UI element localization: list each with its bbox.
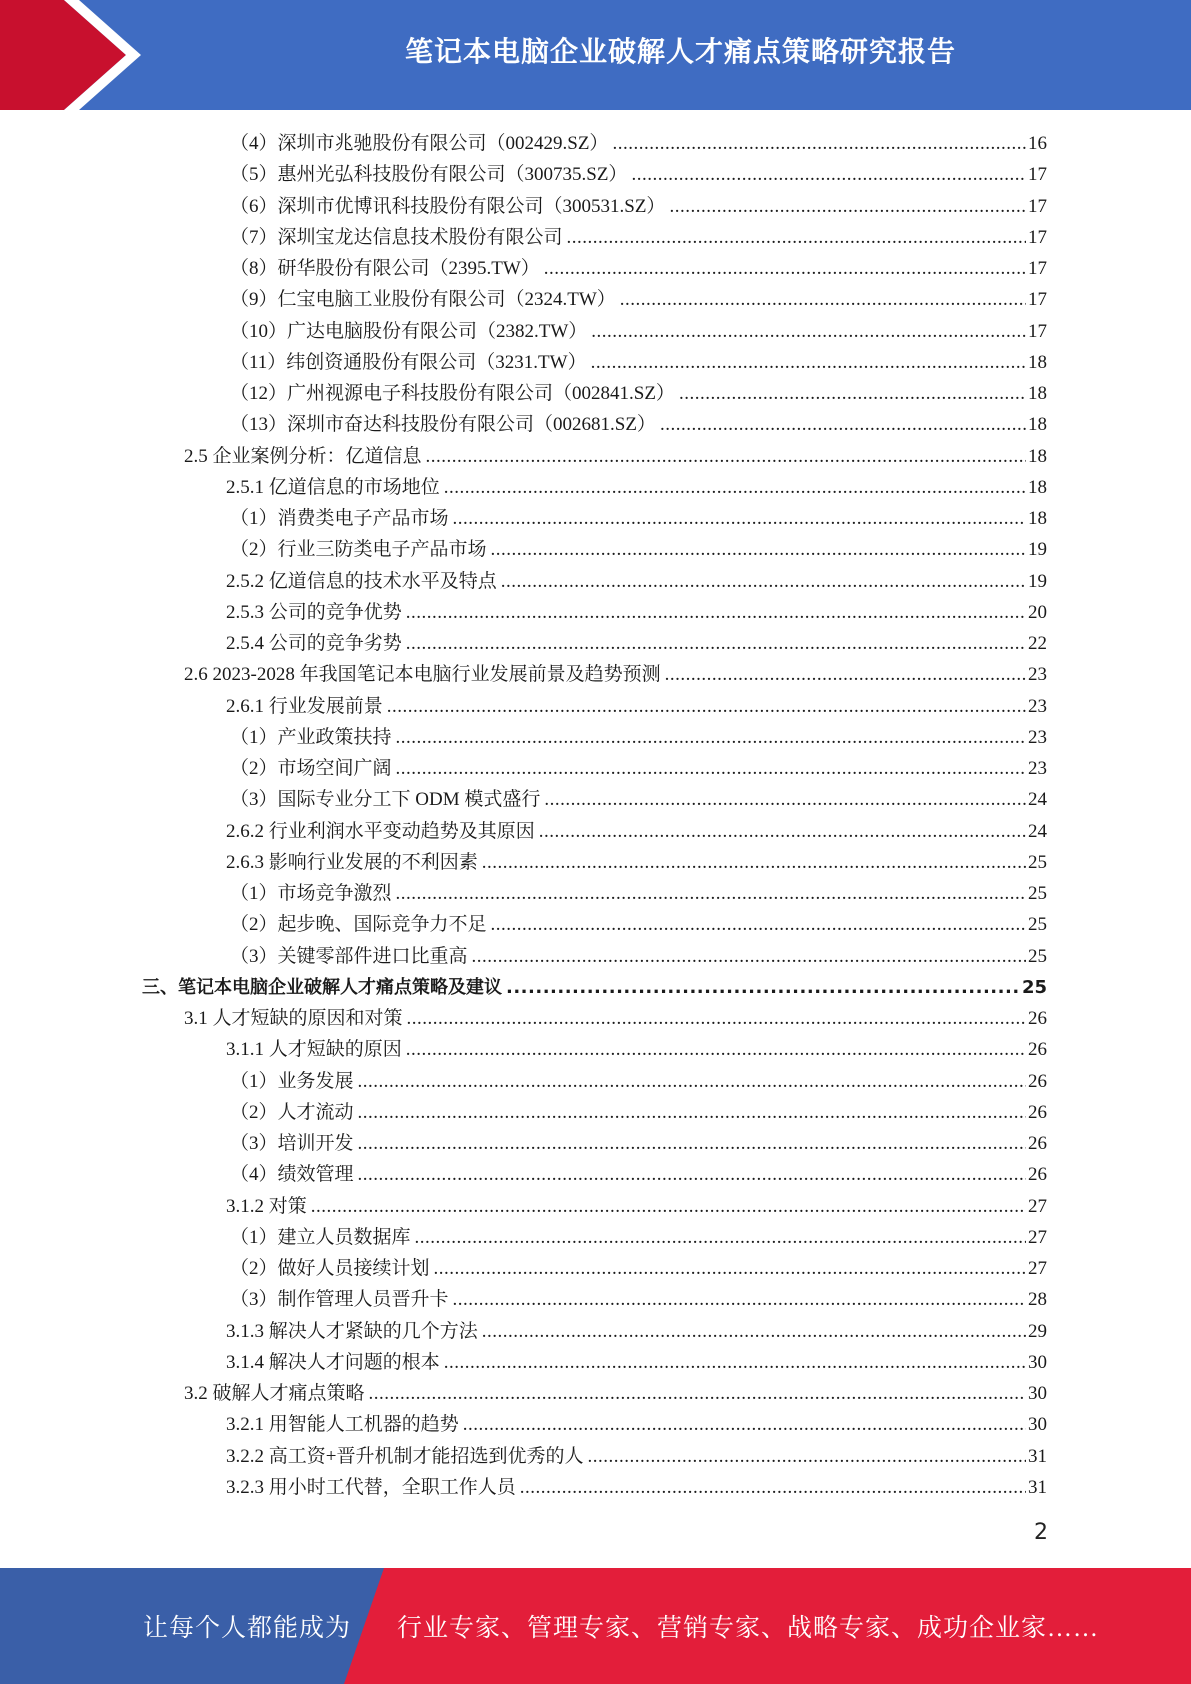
toc-dot-leader: [567, 222, 1026, 253]
toc-dot-leader: [369, 1378, 1026, 1409]
toc-entry-label: 3.1.1 人才短缺的原因: [226, 1039, 402, 1061]
toc-dot-leader: [406, 597, 1026, 628]
toc-dot-leader: [669, 191, 1026, 222]
toc-dot-leader: [407, 1003, 1026, 1034]
toc-entry[interactable]: [0, 659, 1191, 690]
toc-entry[interactable]: [0, 1222, 1191, 1253]
toc-entry-label: （3）关键零部件进口比重高: [230, 945, 468, 967]
toc-entry-label: 3.1.2 对策: [226, 1195, 307, 1217]
toc-entry[interactable]: [0, 128, 1191, 159]
toc-entry[interactable]: [0, 1128, 1191, 1159]
toc-dot-leader: [631, 159, 1026, 190]
toc-entry-label: 3.1 人才短缺的原因和对策: [184, 1008, 403, 1029]
toc-entry-label: 2.5.3 公司的竞争优势: [226, 601, 402, 623]
toc-entry-page: 20: [1028, 601, 1047, 623]
toc-entry[interactable]: [0, 597, 1191, 628]
toc-entry[interactable]: [0, 1003, 1191, 1034]
toc-entry[interactable]: [0, 628, 1191, 659]
toc-dot-leader: [453, 1284, 1026, 1315]
toc-dot-leader: [544, 784, 1026, 815]
toc-dot-leader: [415, 1222, 1026, 1253]
toc-entry-label: 3.1.4 解决人才问题的根本: [226, 1351, 440, 1373]
toc-entry[interactable]: [0, 191, 1191, 222]
toc-entry[interactable]: [0, 159, 1191, 190]
toc-entry-label: （9）仁宝电脑工业股份有限公司（2324.TW）: [230, 289, 616, 311]
toc-entry[interactable]: [0, 472, 1191, 503]
toc-dot-leader: [444, 472, 1026, 503]
toc-entry[interactable]: [0, 722, 1191, 753]
toc-entry-page: 16: [1028, 133, 1047, 154]
toc-entry[interactable]: [0, 1066, 1191, 1097]
toc-entry-label: 3.2.1 用智能人工机器的趋势: [226, 1414, 459, 1436]
page-number: 2: [1034, 1520, 1048, 1545]
toc-entry-label: （10）广达电脑股份有限公司（2382.TW）: [230, 320, 588, 342]
toc-entry-page: 30: [1028, 1351, 1047, 1373]
report-title: 笔记本电脑企业破解人才痛点策略研究报告: [404, 35, 956, 68]
toc-entry-label: 2.6 2023-2028 年我国笔记本电脑行业发展前景及趋势预测: [184, 664, 661, 686]
toc-entry-label: （13）深圳市奋达科技股份有限公司（002681.SZ）: [230, 414, 656, 436]
toc-entry-page: 23: [1028, 664, 1047, 686]
toc-entry-label: 2.6.1 行业发展前景: [226, 695, 383, 717]
toc-dot-leader: [434, 1253, 1026, 1284]
toc-dot-leader: [482, 1316, 1026, 1347]
toc-entry-label: （2）做好人员接续计划: [230, 1258, 430, 1279]
toc-entry[interactable]: [0, 441, 1191, 472]
toc-entry-label: （8）研华股份有限公司（2395.TW）: [230, 258, 540, 279]
toc-entry-page: 17: [1028, 226, 1047, 248]
toc-entry-label: 3.2 破解人才痛点策略: [184, 1383, 365, 1404]
toc-entry-label: （1）建立人员数据库: [230, 1226, 411, 1248]
toc-entry[interactable]: [0, 566, 1191, 597]
toc-dot-leader: [358, 1066, 1026, 1097]
toc-entry-page: 25: [1028, 883, 1047, 904]
toc-entry-page: 25: [1028, 945, 1047, 967]
toc-dot-leader: [544, 253, 1026, 284]
toc-entry-page: 26: [1028, 1133, 1047, 1154]
toc-entry[interactable]: [0, 1316, 1191, 1347]
toc-dot-leader: [501, 566, 1026, 597]
toc-dot-leader: [396, 753, 1026, 784]
toc-entry-page: 18: [1028, 383, 1047, 404]
footer-slogan-left: 让每个人都能成为: [143, 1615, 352, 1642]
toc-entry[interactable]: [0, 1472, 1191, 1503]
toc-entry-page: 17: [1028, 258, 1047, 279]
toc-entry-label: 2.6.3 影响行业发展的不利因素: [226, 851, 478, 873]
toc-entry[interactable]: [0, 847, 1191, 878]
toc-dot-leader: [358, 1128, 1026, 1159]
toc-dot-leader: [591, 316, 1026, 347]
toc-entry-label: （2）市场空间广阔: [230, 758, 392, 779]
toc-entry-page: 26: [1028, 1070, 1047, 1092]
toc-entry[interactable]: [0, 1159, 1191, 1190]
toc-entry-page: 23: [1028, 695, 1047, 717]
toc-entry-page: 24: [1028, 789, 1047, 811]
toc-dot-leader: [358, 1097, 1026, 1128]
footer-slogan-right: 行业专家、管理专家、营销专家、战略专家、成功企业家……: [397, 1615, 1100, 1642]
toc-entry[interactable]: [0, 878, 1191, 909]
toc-dot-leader: [665, 659, 1026, 690]
toc-dot-leader: [426, 441, 1026, 472]
toc-entry-label: （3）国际专业分工下 ODM 模式盛行: [230, 789, 541, 811]
toc-entry-page: 17: [1028, 164, 1047, 186]
toc-dot-leader: [311, 1191, 1026, 1222]
toc-entry-label: （6）深圳市优博讯科技股份有限公司（300531.SZ）: [230, 195, 666, 217]
toc-entry-page: 27: [1028, 1195, 1047, 1217]
toc-entry-page: 25: [1021, 976, 1047, 998]
toc-dot-leader: [679, 378, 1026, 409]
toc-entry-page: 27: [1028, 1226, 1047, 1248]
toc-entry[interactable]: [0, 1253, 1191, 1284]
toc-entry-label: 2.5 企业案例分析：亿道信息: [184, 445, 422, 467]
toc-entry-label: （2）人才流动: [230, 1101, 354, 1123]
toc-entry[interactable]: [0, 941, 1191, 972]
toc-entry[interactable]: [0, 1347, 1191, 1378]
toc-entry[interactable]: [0, 1409, 1191, 1440]
toc-entry-page: 17: [1028, 195, 1047, 217]
toc-entry-label: （1）业务发展: [230, 1070, 354, 1092]
toc-entry-page: 26: [1028, 1164, 1047, 1186]
toc-dot-leader: [539, 816, 1026, 847]
toc-entry[interactable]: [0, 222, 1191, 253]
toc-entry[interactable]: [0, 503, 1191, 534]
toc-entry-label: 3.1.3 解决人才紧缺的几个方法: [226, 1320, 478, 1342]
toc-entry-page: 22: [1028, 633, 1047, 654]
toc-entry-page: 29: [1028, 1320, 1047, 1342]
toc-entry[interactable]: [0, 691, 1191, 722]
toc-entry-page: 28: [1028, 1289, 1047, 1311]
toc-dot-leader: [520, 1472, 1026, 1503]
page-footer: [0, 1568, 1191, 1684]
toc-entry[interactable]: [0, 1034, 1191, 1065]
toc-dot-leader: [444, 1347, 1026, 1378]
toc-entry-page: 17: [1028, 289, 1047, 311]
toc-entry[interactable]: [0, 1378, 1191, 1409]
toc-dot-leader: [587, 1441, 1026, 1472]
toc-entry-page: 23: [1028, 758, 1047, 779]
toc-entry[interactable]: [0, 409, 1191, 440]
toc-entry-page: 30: [1028, 1383, 1047, 1404]
toc-entry-label: （11）纬创资通股份有限公司（3231.TW）: [230, 351, 587, 373]
toc-entry[interactable]: [0, 534, 1191, 565]
toc-entry-label: （2）行业三防类电子产品市场: [230, 539, 487, 561]
toc-entry[interactable]: [0, 378, 1191, 409]
toc-dot-leader: [358, 1159, 1026, 1190]
toc-entry-label: （3）制作管理人员晋升卡: [230, 1289, 449, 1311]
toc-entry[interactable]: [0, 1191, 1191, 1222]
toc-entry[interactable]: [0, 1441, 1191, 1472]
toc-entry-label: （12）广州视源电子科技股份有限公司（002841.SZ）: [230, 383, 675, 404]
toc-entry-page: 18: [1028, 351, 1047, 373]
toc-entry-page: 18: [1028, 508, 1047, 529]
toc-dot-leader: [387, 691, 1026, 722]
toc-entry[interactable]: [0, 347, 1191, 378]
toc-entry-page: 27: [1028, 1258, 1047, 1279]
toc-entry-label: （5）惠州光弘科技股份有限公司（300735.SZ）: [230, 164, 628, 186]
toc-entry-page: 19: [1028, 539, 1047, 561]
toc-dot-leader: [591, 347, 1026, 378]
toc-dot-leader: [482, 847, 1026, 878]
toc-entry-page: 18: [1028, 445, 1047, 467]
toc-dot-leader: [491, 534, 1026, 565]
toc-dot-leader: [620, 284, 1026, 315]
toc-entry-label: （1）消费类电子产品市场: [230, 508, 449, 529]
toc-entry[interactable]: [0, 753, 1191, 784]
toc-entry-page: 31: [1028, 1445, 1047, 1467]
toc-entry[interactable]: [0, 972, 1191, 1003]
toc-entry-label: 2.6.2 行业利润水平变动趋势及其原因: [226, 820, 535, 842]
toc-entry[interactable]: [0, 284, 1191, 315]
toc-entry-page: 30: [1028, 1414, 1047, 1436]
toc-entry-page: 18: [1028, 476, 1047, 498]
toc-entry[interactable]: [0, 784, 1191, 815]
toc-entry-page: 17: [1028, 320, 1047, 342]
toc-entry-page: 18: [1028, 414, 1047, 436]
toc-entry-label: （2）起步晚、国际竞争力不足: [230, 914, 487, 936]
toc-dot-leader: [472, 941, 1026, 972]
table-of-contents: [0, 128, 1191, 1503]
toc-entry[interactable]: [0, 1284, 1191, 1315]
toc-entry-label: 2.5.1 亿道信息的市场地位: [226, 476, 440, 498]
toc-entry[interactable]: [0, 253, 1191, 284]
toc-entry-page: 31: [1028, 1476, 1047, 1498]
toc-entry-label: 三、笔记本电脑企业破解人才痛点策略及建议: [142, 976, 502, 998]
toc-dot-leader: [506, 972, 1020, 1003]
toc-entry-page: 26: [1028, 1101, 1047, 1123]
toc-entry-label: （1）市场竞争激烈: [230, 883, 392, 904]
toc-dot-leader: [406, 628, 1026, 659]
header-arrow-decoration: [0, 0, 160, 110]
toc-entry-label: 2.5.2 亿道信息的技术水平及特点: [226, 570, 497, 592]
toc-entry-label: 3.2.3 用小时工代替，全职工作人员: [226, 1476, 516, 1498]
toc-entry-page: 19: [1028, 570, 1047, 592]
toc-entry-page: 26: [1028, 1039, 1047, 1061]
toc-dot-leader: [396, 878, 1026, 909]
toc-entry-page: 24: [1028, 820, 1047, 842]
toc-dot-leader: [406, 1034, 1026, 1065]
toc-entry-page: 25: [1028, 914, 1047, 936]
toc-entry[interactable]: [0, 816, 1191, 847]
toc-dot-leader: [453, 503, 1026, 534]
toc-dot-leader: [396, 722, 1026, 753]
toc-dot-leader: [491, 909, 1026, 940]
toc-entry-label: 3.2.2 高工资+晋升机制才能招选到优秀的人: [226, 1445, 584, 1467]
toc-entry-page: 23: [1028, 726, 1047, 748]
toc-entry[interactable]: [0, 909, 1191, 940]
toc-entry-page: 26: [1028, 1008, 1047, 1029]
toc-dot-leader: [612, 128, 1026, 159]
toc-entry[interactable]: [0, 316, 1191, 347]
toc-dot-leader: [660, 409, 1026, 440]
page-header: [0, 0, 1191, 110]
toc-entry-label: （3）培训开发: [230, 1133, 354, 1154]
toc-entry-label: （7）深圳宝龙达信息技术股份有限公司: [230, 226, 563, 248]
toc-dot-leader: [463, 1409, 1026, 1440]
toc-entry-label: （4）绩效管理: [230, 1164, 354, 1186]
toc-entry[interactable]: [0, 1097, 1191, 1128]
toc-entry-label: 2.5.4 公司的竞争劣势: [226, 633, 402, 654]
toc-entry-label: （1）产业政策扶持: [230, 726, 392, 748]
toc-entry-label: （4）深圳市兆驰股份有限公司（002429.SZ）: [230, 133, 609, 154]
toc-entry-page: 25: [1028, 851, 1047, 873]
